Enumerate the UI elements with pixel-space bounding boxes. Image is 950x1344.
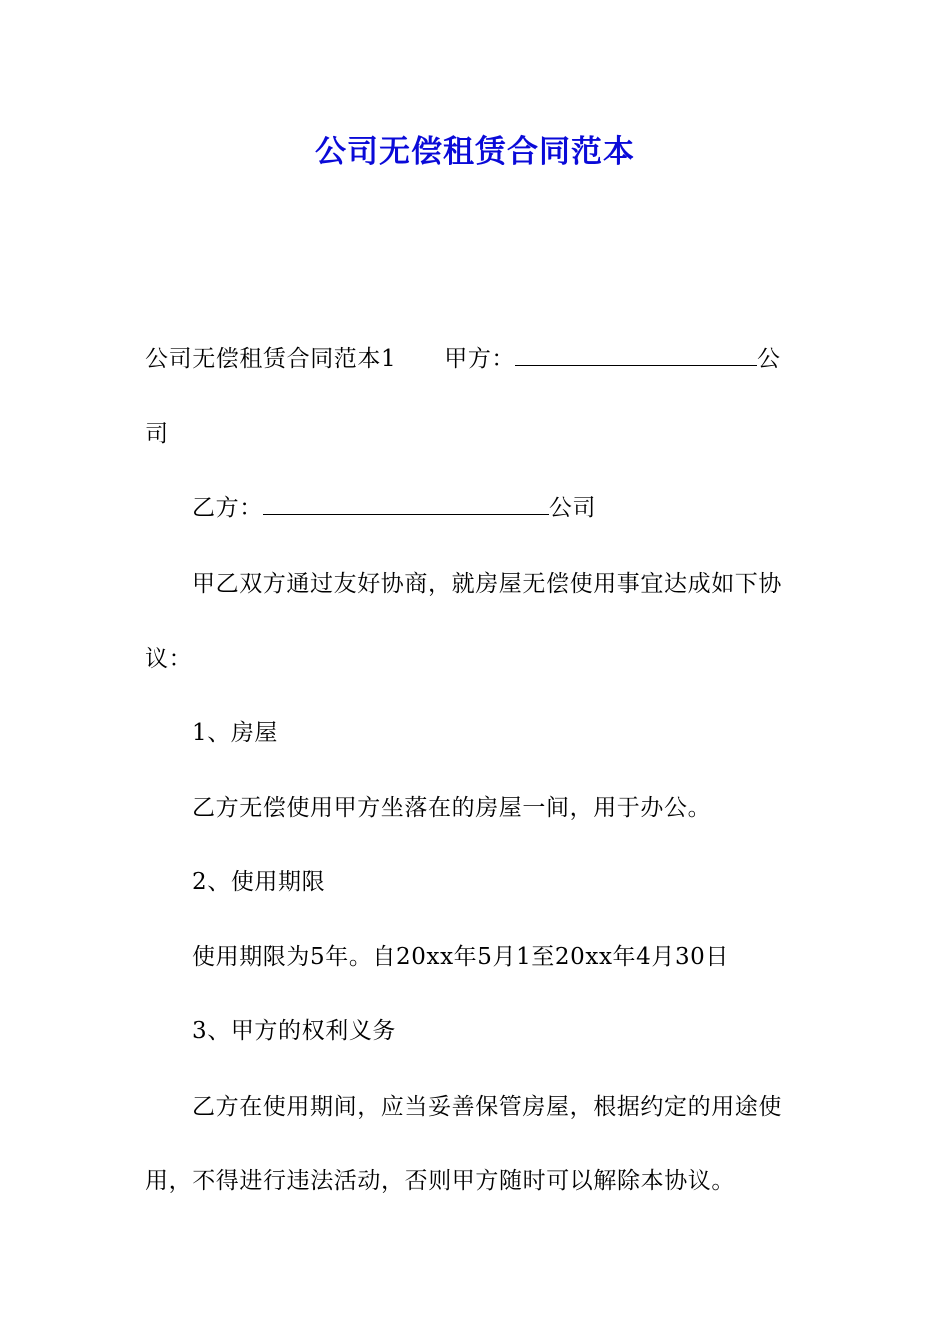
section-1-body: 乙方无偿使用甲方坐落在的房屋一间，用于办公。 bbox=[192, 795, 712, 821]
preamble-line-1: 甲乙双方通过友好协商，就房屋无偿使用事宜达成如下协 bbox=[192, 571, 782, 597]
party-b-suffix: 公司 bbox=[548, 495, 597, 521]
party-b-blank bbox=[263, 490, 549, 515]
document-title: 公司无偿租赁合同范本 bbox=[315, 134, 635, 170]
party-a-blank bbox=[515, 341, 757, 366]
section-3-body-line-1: 乙方在使用期间，应当妥善保管房屋，根据约定的用途使 bbox=[192, 1094, 782, 1120]
party-b-line bbox=[145, 490, 857, 526]
preamble-line-2: 议： bbox=[145, 646, 193, 672]
contract-heading: 公司无偿租赁合同范本1 bbox=[145, 346, 397, 372]
party-a-suffix: 公 bbox=[757, 346, 781, 372]
section-2-body: 使用期限为5年。自20xx年5月1至20xx年4月30日 bbox=[192, 944, 730, 970]
party-a-suffix-wrap: 司 bbox=[145, 421, 169, 447]
heading-party-a-line bbox=[145, 341, 810, 377]
party-b-label: 乙方： bbox=[192, 495, 263, 521]
section-1-title: 1、房屋 bbox=[192, 720, 279, 746]
section-2-title: 2、使用期限 bbox=[192, 869, 326, 895]
party-a-label: 甲方： bbox=[444, 346, 516, 372]
section-3-title: 3、甲方的权利义务 bbox=[192, 1018, 397, 1044]
section-3-body-line-2: 用，不得进行违法活动，否则甲方随时可以解除本协议。 bbox=[145, 1168, 735, 1194]
